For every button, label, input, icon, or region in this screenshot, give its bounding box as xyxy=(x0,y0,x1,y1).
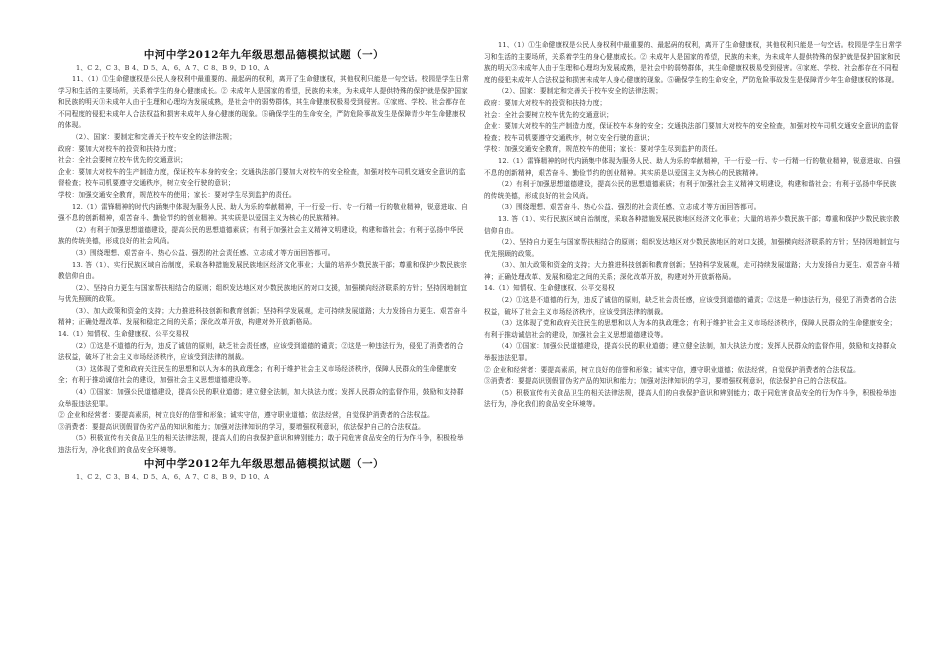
answer-11-1: 11、（1）①生命健康权是公民人身权利中最重要的、最起码的权利，离开了生命健康权，其他权利只能是一句空话。校园是学生日常学习和生活的主要场所，关系着学生的身心健康成长。② 未成年人是国家的希望，民族的未来，为未成年人提供特殊的保护就是保护国家和民族的明天③未成年人由于生理和心理均为发展成熟，是社会中的弱势群体，其生命健康权极易受到侵害。④家庭、学校、社会都存在不同程度的侵犯未成年人合法权益和损害未成年人身心健康的现象。⑤确保学生的生命安全，严防危险事故发生是保障青少年生命健康权的体现。 xyxy=(58,75,470,130)
page-title: 中河中学2012年九年级思想品德模拟试题（一） xyxy=(143,49,385,61)
answer-14-7: （5）积极宣传有关食品卫生的相关法律法规，提高人们的自我保护意识和辨别能力；敢于同危害食品安全的行为作斗争，积极检举违法行为，净化我们的食品安全环境等。 xyxy=(484,388,897,409)
answer-11-society: 社会：全社会要树立校车优先的交通意识； xyxy=(58,156,188,165)
answer-14-4: （4）①国家：加强公民道德建设，提高公民的职业道德；建立健全法制，加大执法力度；发挥人民群众的监督作用，鼓励和支持群众举报违法犯罪。 xyxy=(484,342,897,363)
answer-14-3: （3）这体现了党和政府关注民生的思想和以人为本的执政理念；有利于维护社会主义市场经济秩序，保障人民群众的生命健康安全；有利于推动诚信社会的建设，加强社会主义思想道德建设等。 xyxy=(58,364,457,385)
answer-11-government: 政府：要加大对校车的投资和扶持力度； xyxy=(484,98,607,107)
choice-answers-repeat: 1、C 2、C 3、B 4、D 5、A、6、A 7、C 8、B 9、D 10、A xyxy=(76,472,270,481)
answer-13-3: （3）、加大政策和资金的支持；大力推进科技创新和教育创新；坚持科学发展观，走可持续发展道路；大力发扬自力更生、艰苦奋斗精神；正确处理改革、发展和稳定之间的关系；深化改革开放，构建对外开放新格局。 xyxy=(58,306,468,327)
left-column xyxy=(58,0,470,483)
answer-11-school: 学校：加强交通安全教育，规范校车的使用；家长：要对学生尽到监护的责任。 xyxy=(484,145,722,154)
answer-11-school: 学校：加强交通安全教育，规范校车的使用；家长：要对学生尽到监护的责任。 xyxy=(58,190,296,199)
answer-14-5: ② 企业和经营者：要提高素质，树立良好的信誉和形象；诚实守信，遵守职业道德；依法经营，自觉保护消费者的合法权益。 xyxy=(484,365,860,374)
answer-12-3: （3）围绕理想、艰苦奋斗、热心公益、强烈的社会责任感、立志成才等方面回答都可。 xyxy=(72,248,335,257)
answer-13-1: 13. 答（1）、实行民族区域自治制度，采取各种措施发展民族地区经济文化事业；大量的培养少数民族干部；尊重和保护少数民族宗教信仰自由。 xyxy=(58,260,467,281)
answer-13-3: （3）、加大政策和资金的支持；大力推进科技创新和教育创新；坚持科学发展观，走可持续发展道路；大力发扬自力更生、艰苦奋斗精神；正确处理改革、发展和稳定之间的关系；深化改革开放，构建对外开放新格局。 xyxy=(484,261,900,281)
answer-11-society: 社会：全社会要树立校车优先的交通意识； xyxy=(484,110,614,119)
right-column xyxy=(484,40,902,411)
answer-14-4: （4）①国家：加强公民道德建设，提高公民的职业道德；建立健全法制，加大执法力度；发挥人民群众的监督作用，鼓励和支持群众举报违法犯罪。 xyxy=(58,388,464,408)
answer-11-2: （2）、国家：要制定和完善关于校车安全的法律法规； xyxy=(498,87,663,96)
answer-14-5: ② 企业和经营者：要提高素质，树立良好的信誉和形象；诚实守信，遵守职业道德；依法经营，自觉保护消费者的合法权益。 xyxy=(58,411,434,420)
answer-11-government: 政府：要加大对校车的投资和扶持力度； xyxy=(58,144,181,153)
answer-12-1: 12.（1）雷锋精神的时代内涵集中体现为服务人民、助人为乐的奉献精神，干一行爱一行、专一行精一行的敬业精神，锐意进取、自强不息的创新精神，艰苦奋斗、勤俭节约的创业精神。其实质是以爱国主义为核心的民族精神。 xyxy=(58,202,468,223)
answer-11-company: 企业：要加大对校车的生产制造力度，保证校车本身的安全；交通执法部门要加大对校车的安全检查，加强对校车司机交通安全意识的监督检查；校车司机要遵守交通秩序，树立安全行驶的意识； xyxy=(58,167,466,188)
answer-14-6: ③消费者：要提高识别假冒伪劣产品的知识和能力；加强对法律知识的学习，要增强权利意识，依法保护自己的合法权益。 xyxy=(58,422,425,431)
answer-11-2: （2）、国家：要制定和完善关于校车安全的法律法规； xyxy=(72,132,237,141)
answer-12-3: （3）围绕理想、艰苦奋斗、热心公益、强烈的社会责任感、立志成才等方面回答都可。 xyxy=(498,203,761,212)
answer-13-2: （2）、坚持自力更生与国家帮扶相结合的原则；组织发达地区对少数民族地区的对口支援，加强横向经济联系的方针；坚持因地制宜与优先照顾的政策。 xyxy=(58,283,468,304)
answer-14-1: 14.（1）知情权、生命健康权、公平交易权 xyxy=(58,330,189,339)
answer-14-7: （5）积极宣传有关食品卫生的相关法律法规，提高人们的自我保护意识和辨别能力；敢于同危害食品安全的行为作斗争，积极检举违法行为，净化我们的食品安全环境等。 xyxy=(58,434,464,454)
answer-14-1: 14.（1）知情权、生命健康权、公平交易权 xyxy=(484,284,615,293)
answer-12-1: 12.（1）雷锋精神的时代内涵集中体现为服务人民、助人为乐的奉献精神，干一行爱一行、专一行精一行的敬业精神，锐意进取、自强不息的创新精神，艰苦奋斗、勤俭节约的创业精神。其实质是以爱国主义为核心的民族精神。 xyxy=(484,156,901,177)
answer-14-2: （2）①这是不道德的行为，违反了诚信的原则，缺乏社会责任感，应该受到道德的谴责；②这是一种违法行为，侵犯了消费者的合法权益，破坏了社会主义市场经济秩序，应该受到法律的制裁。 xyxy=(58,341,464,362)
choice-answers: 1、C 2、C 3、B 4、D 5、A、6、A 7、C 8、B 9、D 10、A xyxy=(76,64,270,72)
answer-13-2: （2）、坚持自力更生与国家帮扶相结合的原则；组织发达地区对少数民族地区的对口支援，加强横向经济联系的方针；坚持因地制宜与优先照顾的政策。 xyxy=(484,238,900,258)
answer-13-1: 13. 答（1）、实行民族区域自治制度，采取各种措施发展民族地区经济文化事业；大量的培养少数民族干部；尊重和保护少数民族宗教信仰自由。 xyxy=(484,214,900,235)
answer-12-2: （2）有利于加强思想道德建设，提高公民的思想道德素质；有利于加强社会主义精神文明建设，构建和谐社会；有利于弘扬中华民族的传统美德，形成良好的社会风尚。 xyxy=(484,180,897,200)
answer-12-2: （2）有利于加强思想道德建设，提高公民的思想道德素质；有利于加强社会主义精神文明建设，构建和谐社会；有利于弘扬中华民族的传统美德，形成良好的社会风尚。 xyxy=(58,225,464,246)
answer-14-6: ③消费者：要提高识别假冒伪劣产品的知识和能力；加强对法律知识的学习，要增强权利意识，依法保护自己的合法权益。 xyxy=(484,377,851,386)
answer-11-company: 企业：要加大对校车的生产制造力度，保证校车本身的安全；交通执法部门要加大对校车的安全检查，加强对校车司机交通安全意识的监督检查；校车司机要遵守交通秩序，树立安全行驶的意识； xyxy=(484,122,899,142)
answer-14-2: （2）①这是不道德的行为，违反了诚信的原则，缺乏社会责任感，应该受到道德的谴责；②这是一种违法行为，侵犯了消费者的合法权益，破坏了社会主义市场经济秩序，应该受到法律的制裁。 xyxy=(484,296,897,316)
answer-11-1: 11、（1）①生命健康权是公民人身权利中最重要的、最起码的权利，离开了生命健康权，其他权利只能是一句空话。校园是学生日常学习和生活的主要场所，关系着学生的身心健康成长。② 未成年人是国家的希望，民族的未来，为未成年人提供特殊的保护就是保护国家和民族的明天③未成年人由于生理和心理均为发展成熟，是社会中的弱势群体，其生命健康权极易受到侵害。④家庭、学校、社会都存在不同程度的侵犯未成年人合法权益和损害未成年人身心健康的现象。⑤确保学生的生命安全，严防危险事故发生是保障青少年生命健康权的体现。 xyxy=(484,41,902,84)
page-title-repeat: 中河中学2012年九年级思想品德模拟试题（一） xyxy=(143,457,385,470)
answer-14-3: （3）这体现了党和政府关注民生的思想和以人为本的执政理念；有利于维护社会主义市场经济秩序，保障人民群众的生命健康安全；有利于推动诚信社会的建设，加强社会主义思想道德建设等。 xyxy=(484,319,897,339)
